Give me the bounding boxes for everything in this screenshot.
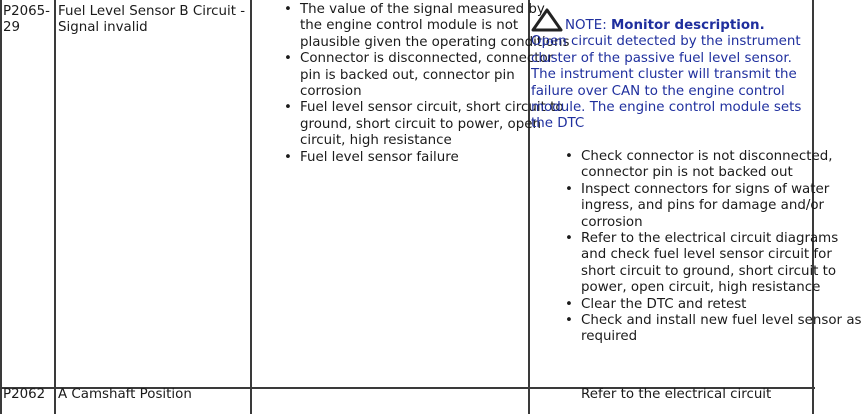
action-list: [531, 149, 862, 346]
next-row-description: A Camshaft Position: [58, 387, 192, 402]
col-border: [0, 0, 2, 414]
dtc-code: [3, 4, 51, 37]
note-label: NOTE:: [565, 18, 607, 33]
next-row-action: Refer to the electrical circuit: [581, 387, 772, 402]
note-text: Open circuit detected by the instrument cluster of the passive fuel level sensor. The instrument cluster will transmit the failure over CAN to the engine control module. The engine control module sets the DTC: [531, 34, 802, 132]
possible-causes-list: [258, 2, 570, 166]
monitor-note: [531, 8, 812, 133]
list-item: • Fuel level sensor circuit, short circuit to ground, short circuit to power, open circuit, high resistance: [300, 100, 570, 149]
list-item: • Check and install new fuel level sensor as required: [581, 313, 862, 346]
next-row-code: P2062: [3, 387, 46, 402]
list-item: • Refer to the electrical circuit diagrams and check fuel level sensor circuit for short circuit to ground, short circuit to power, open circuit, high resistance: [581, 231, 862, 297]
note-title: Monitor description.: [610, 18, 765, 33]
col-border: [54, 0, 56, 414]
list-item: • The value of the signal measured by the engine control module is not plausible given the operating conditions: [300, 2, 570, 51]
dtc-code-part2: 29: [3, 20, 21, 36]
dtc-description: Fuel Level Sensor B Circuit - Signal invalid: [58, 4, 246, 36]
list-item: • Connector is disconnected, connector pin is backed out, connector pin corrosion: [300, 51, 570, 100]
list-item: • Fuel level sensor failure: [300, 150, 570, 166]
list-item: • Clear the DTC and retest: [581, 297, 862, 313]
dtc-code-part1: P2065-: [3, 4, 50, 19]
list-item: • Check connector is not disconnected, connector pin is not backed out: [581, 149, 862, 182]
list-item: • Inspect connectors for signs of water ingress, and pins for damage and/or corrosion: [581, 182, 862, 231]
col-border: [250, 0, 252, 414]
warning-triangle-icon: [531, 8, 563, 32]
